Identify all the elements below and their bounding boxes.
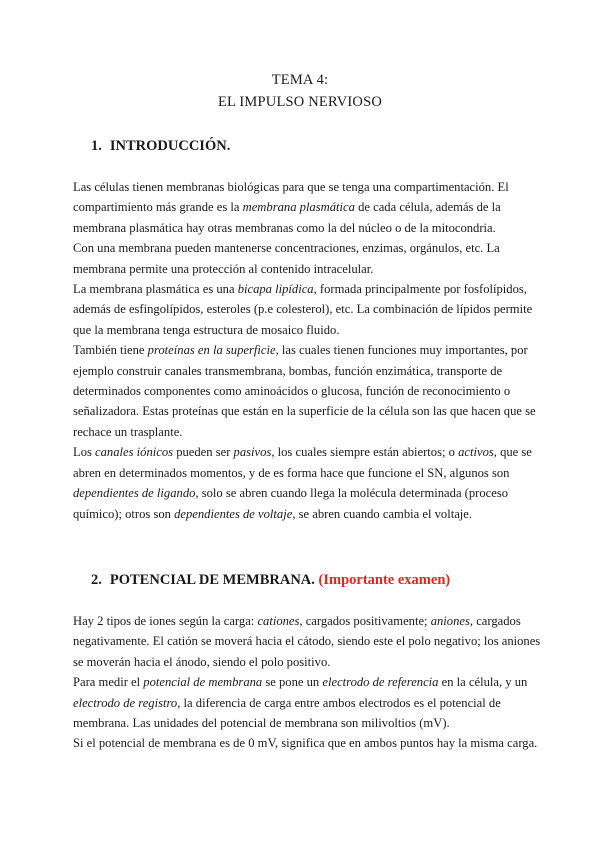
section-heading-introduccion [91,138,230,155]
text-run: señalizadora. Estas proteínas que están en la superficie de la célula son las que hacen que se [73,404,536,419]
italic-term: activos [458,445,494,460]
italic-term: proteínas en la superficie [147,343,276,358]
text-run: en la célula, y un [438,675,528,690]
text-line [73,299,533,319]
text-run: que la membrana tenga estructura de mosaico fluido. [73,322,340,337]
text-run: , que se [493,445,532,460]
italic-term: electrodo de registro [73,695,178,710]
text-line [73,361,533,381]
italic-term: canales iónicos [95,445,174,460]
text-line [73,259,533,279]
document-title-subject: EL IMPULSO NERVIOSO [217,94,383,110]
text-run: químico); otros son [73,506,175,521]
text-run: , las cuales tienen funciones muy importantes, por [275,343,528,358]
text-line [73,713,533,733]
text-run: determinados componentes como aminoácidos o glucosa, función de reconocimiento o [73,384,511,399]
text-line [73,320,533,340]
text-run: membrana plasmática hay otras membranas como la del núcleo o de la mitocondria. [73,220,496,235]
text-run: Si el potencial de membrana es de 0 mV, significa que en ambos puntos hay la misma carga. [73,736,538,751]
text-run: La membrana plasmática es una [73,282,238,297]
text-line [73,401,536,421]
text-line [73,381,533,401]
text-line [73,733,538,753]
text-line [73,340,533,360]
text-line [73,611,533,631]
text-run: membrana. Las unidades del potencial de membrana son milivoltios (mV). [73,716,450,731]
text-run: Las células tienen membranas biológicas para que se tenga una compartimentación. El [73,180,509,194]
text-run: membrana permite una protección al contenido intracelular. [73,261,374,276]
text-run: abren en determinados momentos, y de es forma hace que funcione el SN, algunos son [73,465,510,480]
text-line [73,693,533,713]
text-run: de cada célula, además de la [354,200,501,215]
text-line [73,631,541,651]
text-line [73,279,533,299]
italic-term: dependientes de voltaje [174,506,293,521]
section-number: 1. [91,138,102,154]
text-line [73,218,533,238]
text-run: , la diferencia de carga entre ambos electrodos es el potencial de [177,695,501,710]
text-run: además de esfingolípidos, esteroles (p.e colesterol), etc. La combinación de lípidos permite [73,302,533,317]
italic-term: potencial de membrana [143,675,263,690]
text-run: , cargados [469,614,521,628]
text-line [73,197,533,217]
text-run: negativamente. El catión se moverá hacia el cátodo, siendo este el polo negativo; los aniones [73,634,541,649]
text-run: se moverán hacia el ánodo, siendo el polo positivo. [73,654,331,669]
text-line [73,652,533,672]
text-line [73,422,533,442]
text-run: , cargados positivamente; [299,614,431,628]
exam-importance-note: (Importante examen) [318,572,451,588]
document-title-topic: TEMA 4: [271,72,329,88]
text-run: se pone un [262,675,323,690]
italic-term: membrana plasmática [242,200,355,215]
text-run: compartimiento más grande es la [73,200,243,215]
section-body-introduccion [73,177,536,524]
italic-term: pasivos, [233,445,275,460]
section-title: POTENCIAL DE MEMBRANA. [109,572,315,588]
text-line [73,504,533,524]
text-line [73,442,533,462]
text-run: rechace un trasplante. [73,424,183,439]
text-run: pueden ser [173,445,234,460]
text-run: Para medir el [73,675,144,690]
text-run: , formada principalmente por fosfolípidos, [313,282,527,297]
text-run: Con una membrana pueden mantenerse concentraciones, enzimas, orgánulos, etc. La [73,241,500,256]
section-heading-potencial [91,572,450,589]
text-run: Hay 2 tipos de iones según la carga: [73,614,258,628]
italic-term: dependientes de ligando [73,486,196,501]
text-line [73,483,533,503]
italic-term: bicapa lipídica [237,282,314,297]
section-body-potencial [73,611,541,754]
text-line [73,463,533,483]
text-run: , se abren cuando cambia el voltaje. [292,506,473,521]
text-run: ejemplo construir canales transmembrana, bombas, función enzimática, transporte de [73,363,503,378]
section-number: 2. [91,572,102,588]
text-run: También tiene [73,343,148,358]
italic-term: electrodo de referencia [322,675,439,690]
text-line [73,672,533,692]
text-run: Los [73,445,96,460]
section-title: INTRODUCCIÓN. [109,138,231,154]
text-line [73,177,533,197]
italic-term: cationes [257,614,300,628]
italic-term: aniones [430,614,470,628]
text-line [73,238,533,258]
text-run: , solo se abren cuando llega la molécula determinada (proceso [195,486,509,501]
text-run: los cuales siempre están abiertos; o [274,445,459,460]
